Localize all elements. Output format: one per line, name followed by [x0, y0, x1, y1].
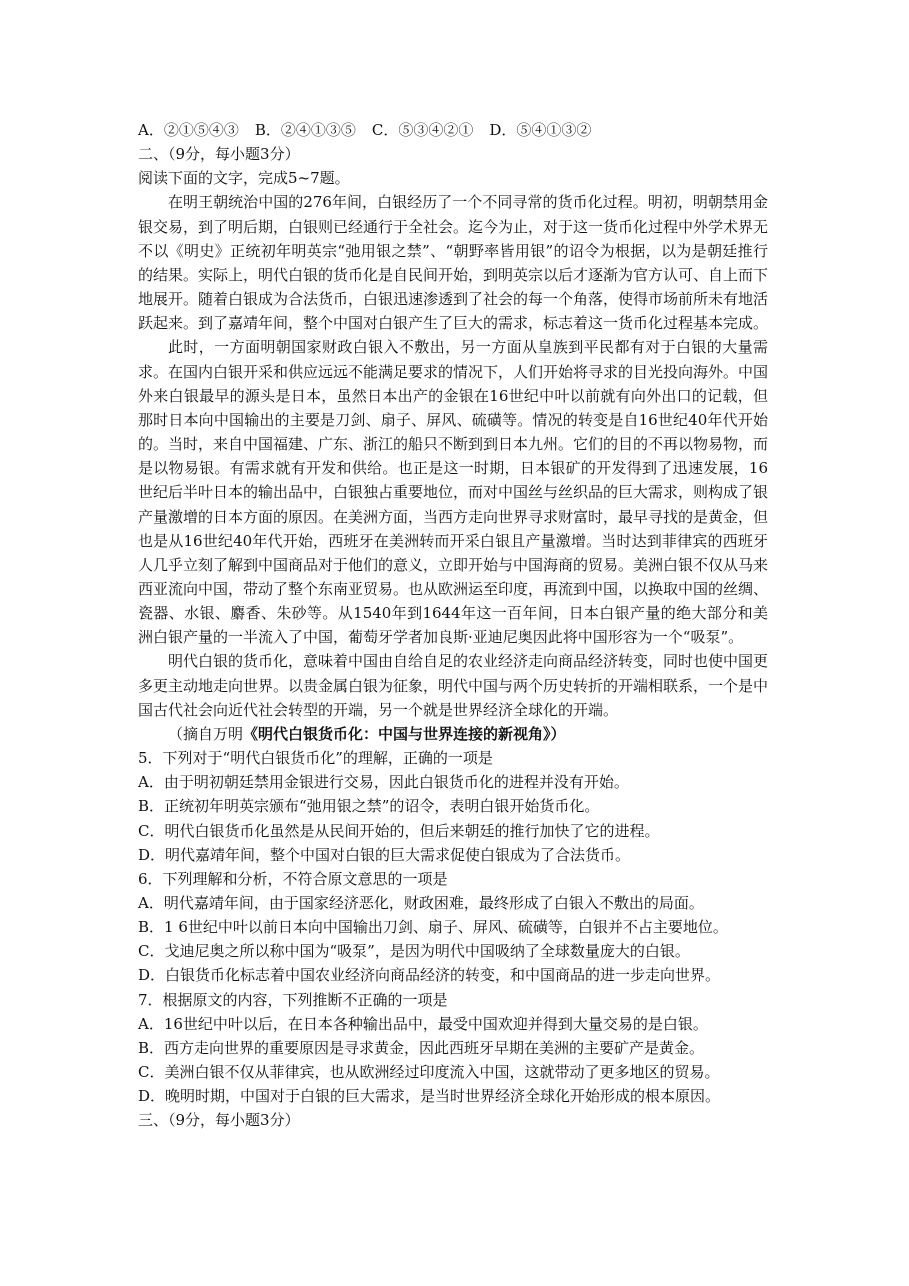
question-option: C．明代白银货币化虽然是从民间开始的，但后来朝廷的推行加快了它的进程。 — [138, 821, 660, 840]
section-2-heading: 二、（9分，每小题3分） — [138, 145, 300, 164]
passage-paragraph-3: 明代白银的货币化，意味着中国由自给自足的农业经济走向商品经济转变，同时也使中国更多更主动地走向世界。以贵金属白银为征象，明代中国与两个历史转折的开端相联系，一个是中国古代社会向近代社会转型的开端，另一个就是世界经济全球化的开端。 — [138, 652, 769, 719]
question-option: D．白银货币化标志着中国农业经济向商品经济的转变，和中国商品的进一步走向世界。 — [138, 966, 721, 985]
option-c: C．⑤③④②① — [371, 121, 474, 139]
passage-citation — [138, 722, 768, 746]
question-7 — [138, 988, 768, 1109]
question-option: C．戈迪尼奥之所以称中国为“吸泵”，是因为明代中国吸纳了全球数量庞大的白银。 — [138, 942, 690, 961]
option-d: D．⑤④①③② — [489, 121, 592, 139]
exam-page — [138, 118, 768, 1133]
question-stem: 5．下列对于“明代白银货币化”的理解，正确的一项是 — [138, 749, 493, 768]
question-option: C．美洲白银不仅从菲律宾，也从欧洲经过印度流入中国，这就带动了更多地区的贸易。 — [138, 1063, 720, 1082]
question-option: A．由于明初朝廷禁用金银进行交易，因此白银货币化的进程并没有开始。 — [138, 773, 629, 792]
question-option: D．明代嘉靖年间，整个中国对白银的巨大需求促使白银成为了合法货币。 — [138, 845, 631, 864]
question-option: B．西方走向世界的重要原因是寻求黄金，因此西班牙早期在美洲的主要矿产是黄金。 — [138, 1038, 705, 1057]
question-option: A．16世纪中叶以后，在日本各种输出品中，最受中国欢迎并得到大量交易的是白银。 — [138, 1014, 708, 1033]
previous-answer-options — [138, 118, 768, 142]
passage-paragraph-2: 此时，一方面明朝国家财政白银入不敷出，另一方面从皇族到平民都有对于白银的大量需求。在国内白银开采和供应远远不能满足要求的情况下，人们开始将寻求的目光投向海外。中国外来白银最早的源头是日本，虽然日本出产的金银在16世纪中叶以前就有向外出口的记载，但那时日本向中国输出的主要是刀剑、扇子、屏风、硫磺等。情况的转变是自16世纪40年代开始的。当时，来自中国福建、广东、浙江的船只不断到到日本九州。它们的目的不再以物易物，而是以物易银。有需求就有开发和供给。也正是这一时期，日本银矿的开发得到了迅速发展，16世纪后半叶日本的输出品中，白银独占重要地位，而对中国丝与丝织品的巨大需求，则构成了银产量激增的日本方面的原因。在美洲方面，当西方走向世界寻求财富时，最早寻找的是黄金，但也是从16世纪40年代开始，西班牙在美洲转而开采白银且产量激增。当时达到菲律宾的西班牙人几乎立刻了解到中国商品对于他们的意义，立即开始与中国海商的贸易。美洲白银不仅从马来西亚流向中国，带动了整个东南亚贸易。也从欧洲运至印度，再流到中国，以换取中国的丝绸、瓷器、水银、麝香、朱砂等。从1540年到1644年这一百年间，日本白银产量的绝大部分和美洲白银产量的一半流入了中国，葡萄牙学者加良斯·亚迪尼奥因此将中国形容为一个“吸泵”。 — [138, 338, 769, 647]
question-stem: 7．根据原文的内容，下列推断不正确的一项是 — [138, 990, 448, 1009]
question-option: B．1 6世纪中叶以前日本向中国输出刀剑、扇子、屏风、硫磺等，白银并不占主要地位。 — [138, 918, 728, 937]
citation-prefix: （摘自万明 — [168, 724, 244, 743]
question-6 — [138, 867, 768, 988]
citation-title: 《明代白银货币化：中国与世界连接的新视角》） — [243, 724, 566, 743]
reading-instruction: 阅读下面的文字，完成5~7题。 — [138, 169, 350, 188]
question-5 — [138, 746, 768, 867]
question-stem: 6．下列理解和分析，不符合原文意思的一项是 — [138, 869, 448, 888]
option-b: B．②④①③⑤ — [254, 121, 356, 139]
question-option: A．明代嘉靖年间，由于国家经济恶化，财政困难，最终形成了白银入不敷出的局面。 — [138, 894, 704, 912]
question-option: B．正统初年明英宗颁布“弛用银之禁”的诏令，表明白银开始货币化。 — [138, 797, 600, 816]
option-a: A．②①⑤④③ — [138, 121, 239, 139]
section-3-heading: 三、（9分，每小题3分） — [138, 1111, 300, 1130]
passage-paragraph-1: 在明王朝统治中国的276年间，白银经历了一个不同寻常的货币化过程。明初，明朝禁用金银交易，到了明后期，白银则已经通行于全社会。迄今为止，对于这一货币化过程中外学术界无不以《明史》正统初年明英宗“弛用银之禁”、“朝野率皆用银”的诏令为根据，以为是朝廷推行的结果。实际上，明代白银的货币化是自民间开始，到明英宗以后才逐渐为官方认可、自上而下地展开。随着白银成为合法货币，白银迅速渗透到了社会的每一个角落，使得市场前所未有地活跃起来。到了嘉靖年间，整个中国对白银产生了巨大的需求，标志着这一货币化过程基本完成。 — [138, 193, 769, 333]
question-option: D．晚明时期，中国对于白银的巨大需求，是当时世界经济全球化开始形成的根本原因。 — [138, 1087, 721, 1106]
